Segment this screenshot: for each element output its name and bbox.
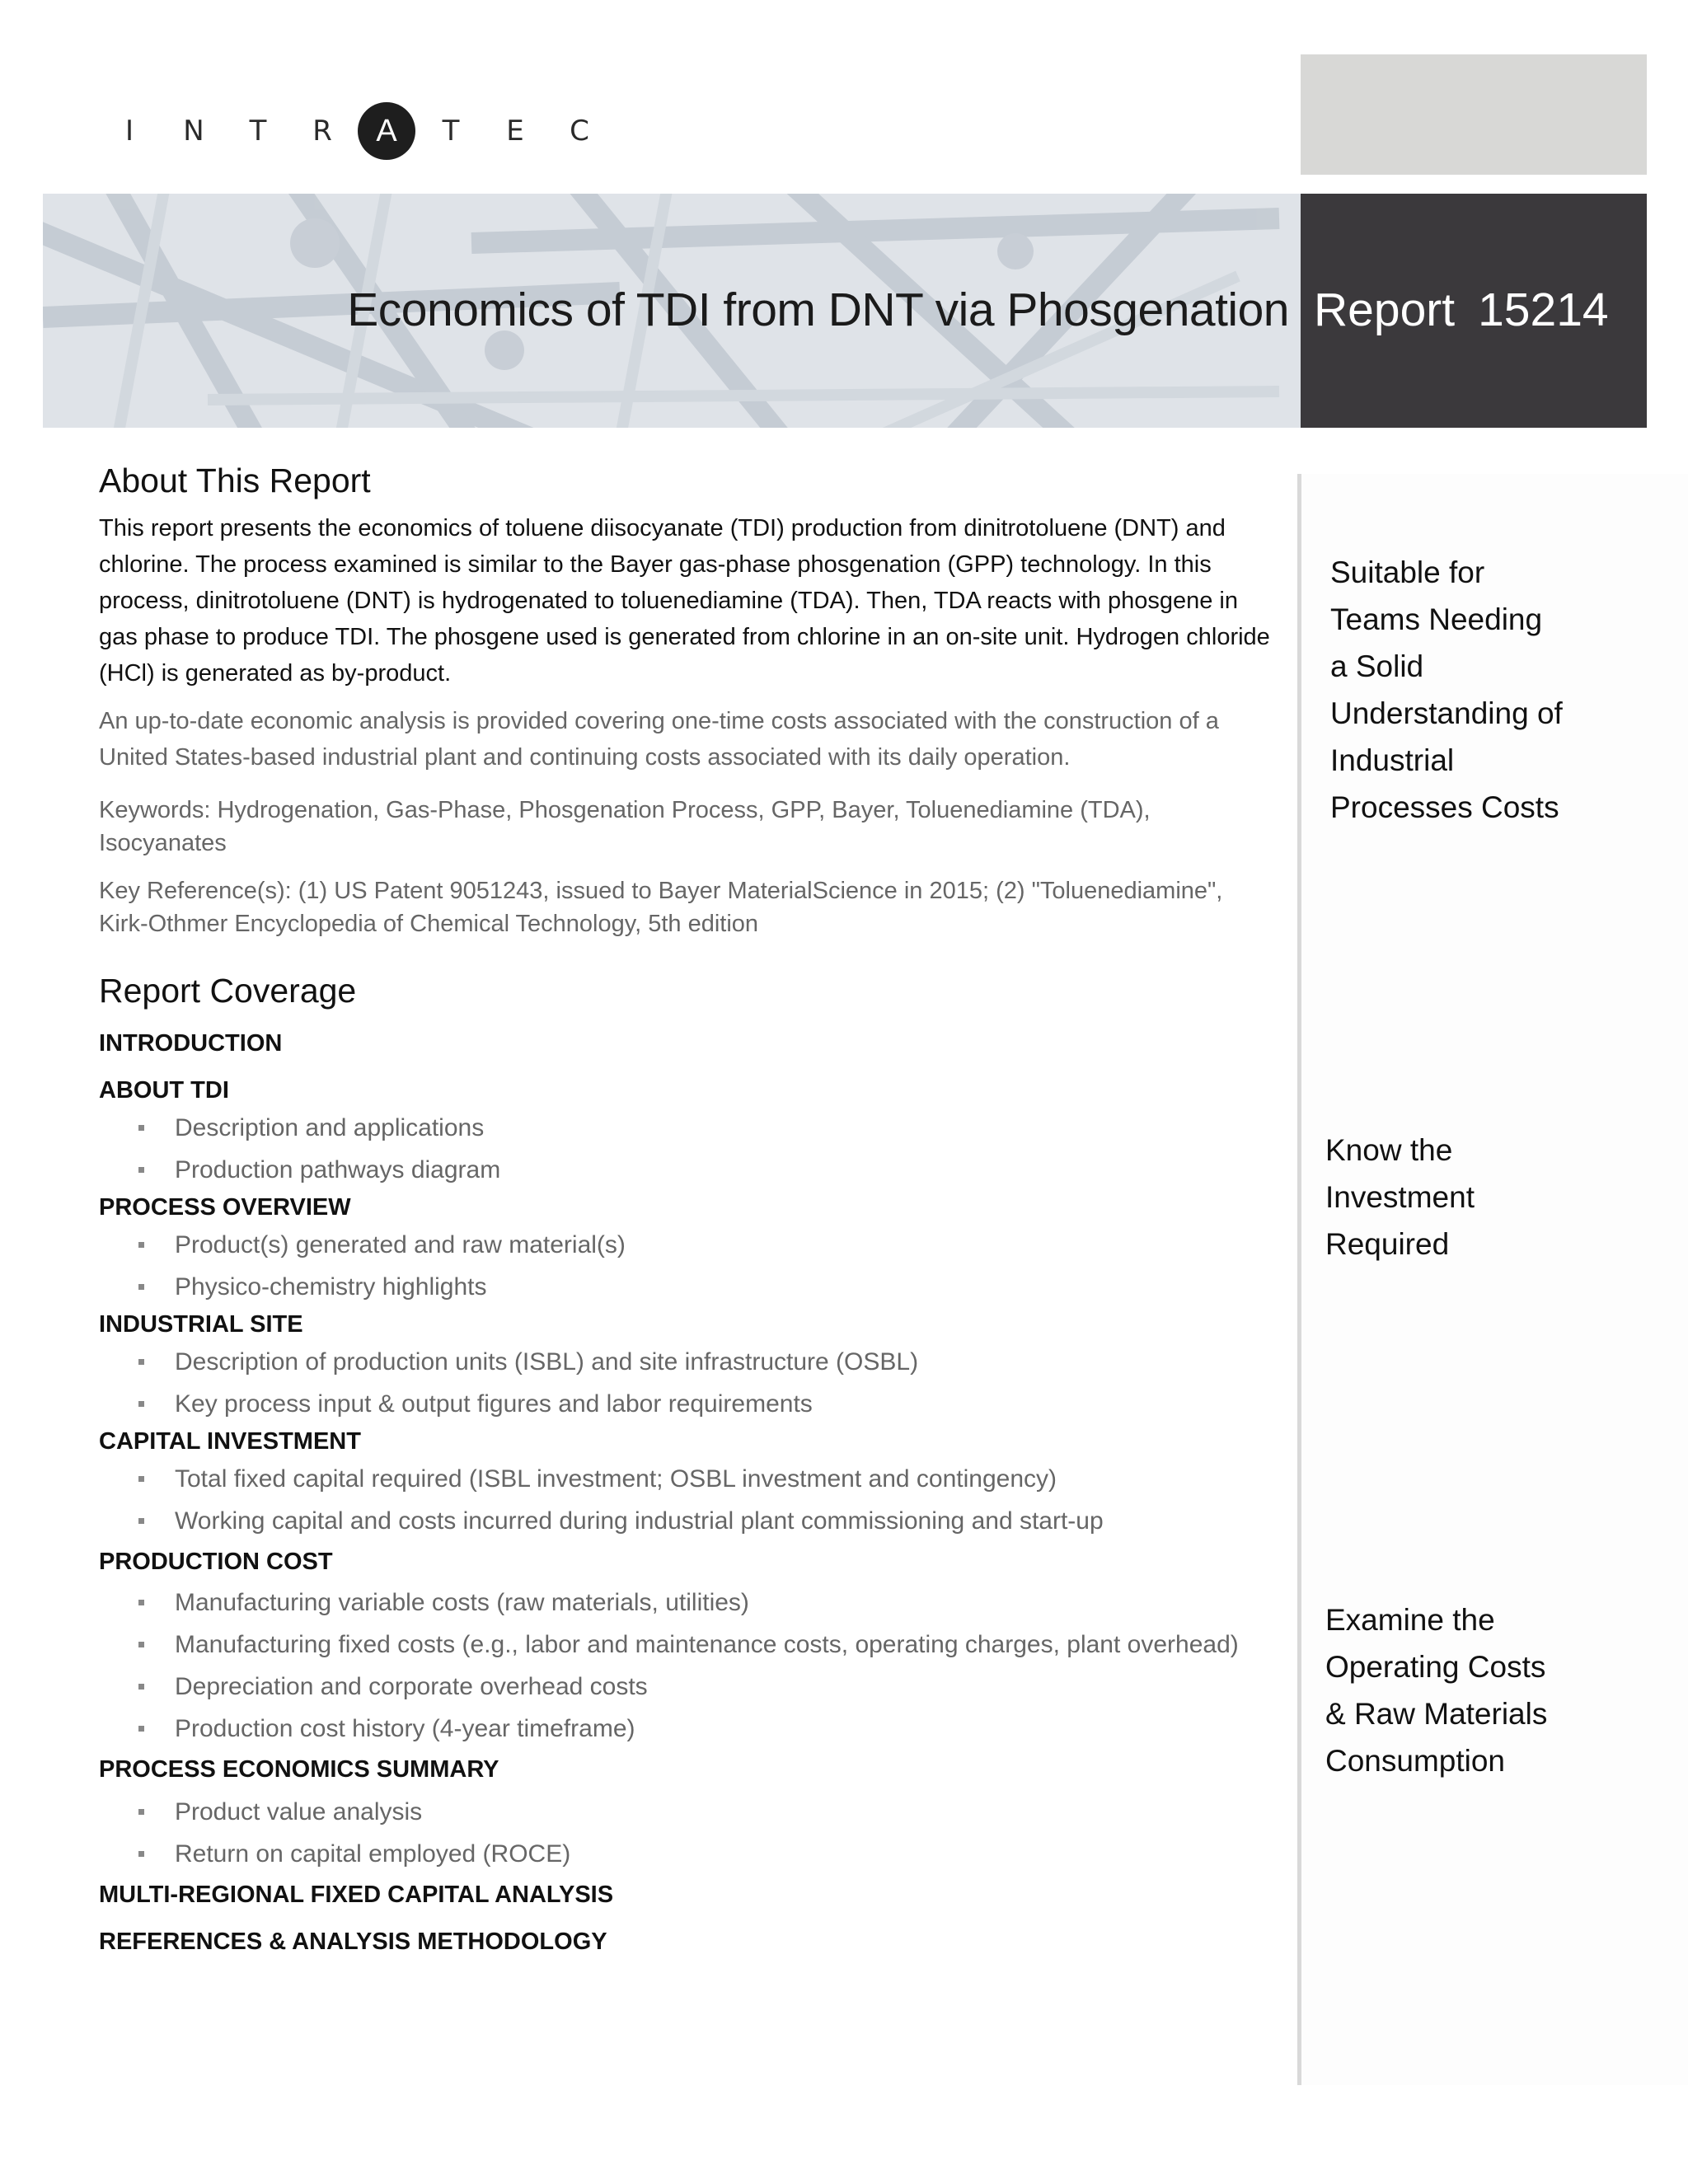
sidebar-line: Processes Costs: [1330, 790, 1559, 824]
logo-letter: I: [124, 115, 134, 148]
sidebar-line: Consumption: [1325, 1744, 1506, 1778]
logo-letter: T: [442, 115, 460, 148]
coverage-item: Key process input & output figures and labor requirements: [99, 1383, 1278, 1425]
coverage-section-title: ABOUT TDI: [99, 1077, 229, 1104]
coverage-section-title: INTRODUCTION: [99, 1030, 283, 1057]
sidebar-line: Industrial: [1330, 743, 1455, 777]
coverage-item: Depreciation and corporate overhead costs: [99, 1666, 1278, 1708]
sidebar-line: Know the: [1325, 1133, 1453, 1167]
coverage-heading: Report Coverage: [99, 972, 357, 1010]
report-label: Report: [1314, 284, 1456, 336]
sidebar-line: a Solid: [1330, 649, 1424, 683]
coverage-items: [99, 1224, 1278, 1308]
main-content: [99, 462, 1278, 1958]
coverage-items: [99, 1582, 1278, 1750]
coverage-section-title: REFERENCES & ANALYSIS METHODOLOGY: [99, 1929, 607, 1955]
coverage-items: [99, 1458, 1278, 1542]
coverage-item: Production pathways diagram: [99, 1149, 1278, 1191]
keywords: Keywords: Hydrogenation, Gas-Phase, Phosgenation Process, GPP, Bayer, Toluenediamine (TDA), Isocyanates: [99, 797, 1151, 856]
sidebar-line: Suitable for: [1330, 555, 1485, 589]
about-paragraph: This report presents the economics of toluene diisocyanate (TDI) production from dinitrotoluene (DNT) and chlorine. The process examined is similar to the Bayer gas-phase phosgenation (GPP) technology. In this process, dinitrotoluene (DNT) is hydrogenated to toluenediamine (TDA). Then, TDA reacts with phosgene in gas phase to produce TDI. The phosgene used is generated from chlorine in an on-site unit. Hydrogen chloride (HCl) is generated as by-product.: [99, 515, 1270, 687]
sidebar-line: Investment: [1325, 1180, 1475, 1214]
coverage-item: Physico-chemistry highlights: [99, 1266, 1278, 1308]
logo-circle-letter: A: [358, 102, 415, 160]
header-gray-box: [1301, 54, 1647, 175]
coverage-section-title: PROCESS ECONOMICS SUMMARY: [99, 1756, 499, 1783]
coverage-item: Description of production units (ISBL) and site infrastructure (OSBL): [99, 1341, 1278, 1383]
coverage-item: Total fixed capital required (ISBL investment; OSBL investment and contingency): [99, 1458, 1278, 1500]
logo-letter: C: [570, 115, 589, 148]
sidebar-block-investment: [1325, 1127, 1475, 1268]
coverage-section-title: PROCESS OVERVIEW: [99, 1194, 351, 1221]
coverage-items: [99, 1107, 1278, 1191]
coverage-item: Return on capital employed (ROCE): [99, 1833, 1278, 1875]
coverage-item: Production cost history (4-year timeframe): [99, 1708, 1278, 1750]
coverage-section-title: INDUSTRIAL SITE: [99, 1311, 303, 1338]
logo-letter: N: [183, 115, 204, 148]
sidebar-block-operating: [1325, 1596, 1547, 1784]
coverage-list: [99, 1027, 1278, 1958]
title-banner: [43, 194, 1301, 428]
coverage-item: Manufacturing variable costs (raw materials, utilities): [99, 1582, 1278, 1624]
sidebar-line: & Raw Materials: [1325, 1697, 1548, 1731]
sidebar-line: Examine the: [1325, 1603, 1495, 1637]
sidebar-line: Operating Costs: [1325, 1650, 1546, 1684]
coverage-item: Product(s) generated and raw material(s): [99, 1224, 1278, 1266]
analysis-paragraph: An up-to-date economic analysis is provided covering one-time costs associated with the construction of a United States-based industrial plant and continuing costs associated with its daily operation.: [99, 708, 1219, 771]
coverage-items: [99, 1791, 1278, 1875]
coverage-item: Working capital and costs incurred during industrial plant commissioning and start-up: [99, 1500, 1278, 1542]
sidebar-line: Teams Needing: [1330, 602, 1543, 636]
logo-letter: E: [506, 115, 524, 148]
sidebar-line: Required: [1325, 1227, 1450, 1261]
intratec-logo: [97, 102, 612, 160]
about-heading: About This Report: [99, 462, 371, 499]
coverage-section-title: PRODUCTION COST: [99, 1549, 333, 1575]
sidebar-line: Understanding of: [1330, 696, 1563, 730]
coverage-items: [99, 1341, 1278, 1425]
report-number: 15214: [1478, 284, 1609, 336]
coverage-section-title: CAPITAL INVESTMENT: [99, 1428, 361, 1455]
logo-letter: T: [249, 115, 267, 148]
report-number-box: [1301, 194, 1647, 428]
key-references: Key Reference(s): (1) US Patent 9051243, issued to Bayer MaterialScience in 2015; (2) "Toluenediamine", Kirk-Othmer Encyclopedia of Chemical Technology, 5th edition: [99, 878, 1223, 937]
logo-letter: R: [312, 115, 332, 148]
coverage-item: Description and applications: [99, 1107, 1278, 1149]
coverage-section-title: MULTI-REGIONAL FIXED CAPITAL ANALYSIS: [99, 1882, 614, 1908]
report-title: Economics of TDI from DNT via Phosgenation: [347, 284, 1289, 336]
coverage-item: Manufacturing fixed costs (e.g., labor and maintenance costs, operating charges, plant overhead): [99, 1624, 1278, 1666]
sidebar-block-suitable: [1330, 549, 1563, 831]
coverage-item: Product value analysis: [99, 1791, 1278, 1833]
